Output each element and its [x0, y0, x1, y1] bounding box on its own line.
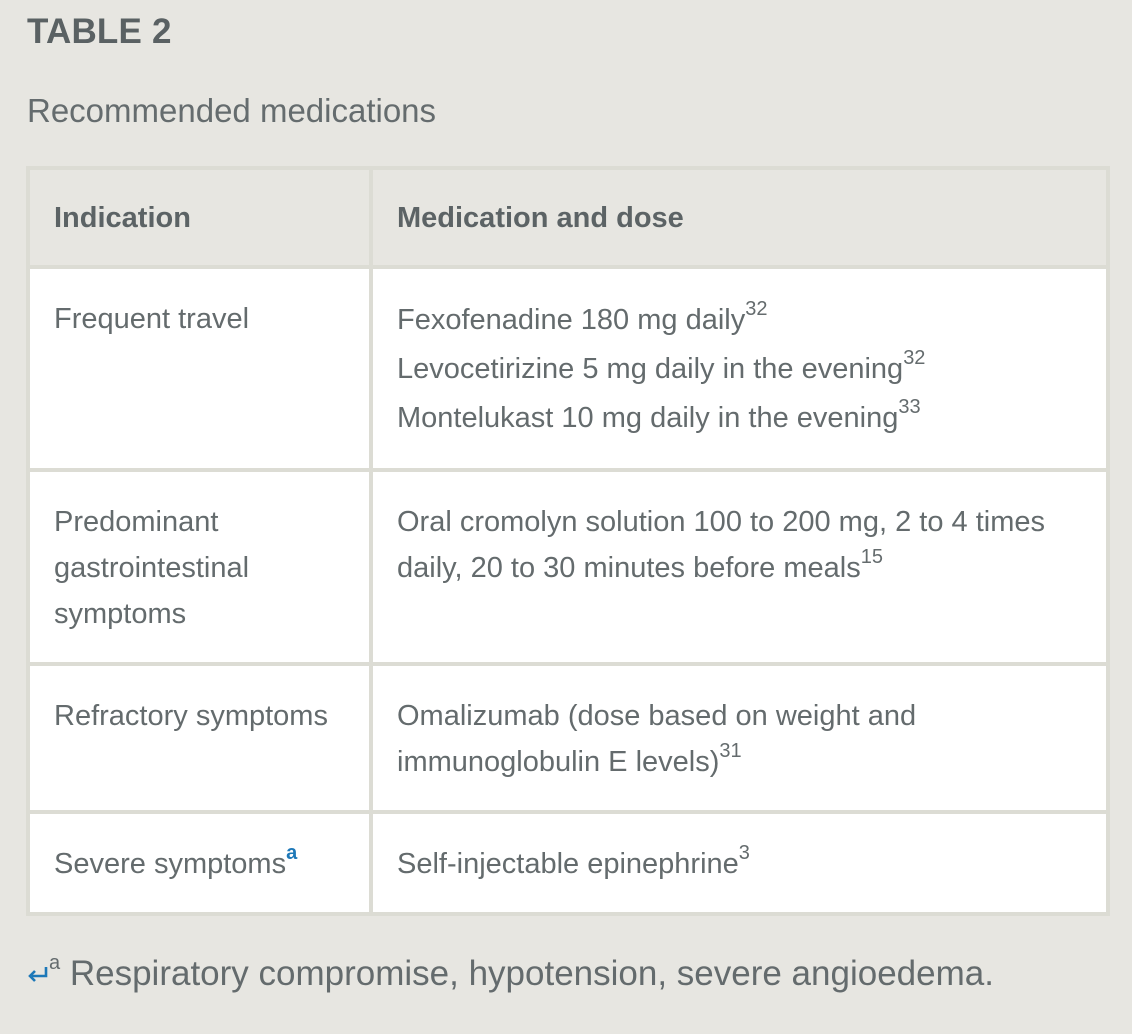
- table-row: [28, 267, 1108, 470]
- medications-table: [26, 166, 1110, 916]
- table-row: [28, 470, 1108, 664]
- medication-text: Fexofenadine 180 mg daily: [397, 304, 746, 336]
- medication-line: [397, 394, 1086, 443]
- reference-number[interactable]: 3: [738, 842, 750, 865]
- table-header-row: [28, 168, 1108, 267]
- medication-text: Oral cromolyn solution 100 to 200 mg, 2 to 4 times daily, 20 to 30 minutes before meals: [397, 506, 1045, 584]
- indication-cell: Frequent travel: [28, 267, 371, 470]
- indication-cell: Predominant gastrointestinal symptoms: [28, 470, 371, 664]
- footnote-text: Respiratory compromise, hypotension, severe angioedema.: [60, 954, 994, 993]
- footnote: [27, 954, 994, 994]
- reference-number[interactable]: 33: [898, 396, 921, 419]
- medication-text: Levocetirizine 5 mg daily in the evening: [397, 353, 904, 385]
- indication-cell: [28, 812, 371, 914]
- medication-cell: [371, 664, 1108, 812]
- medication-text: Self-injectable epinephrine: [397, 848, 739, 880]
- reference-number[interactable]: 31: [719, 740, 742, 763]
- medication-line: [397, 345, 1086, 394]
- table-row: [28, 664, 1108, 812]
- header-indication: Indication: [28, 168, 371, 267]
- medication-text: Omalizumab (dose based on weight and immunoglobulin E levels): [397, 700, 917, 778]
- footnote-marker: a: [49, 952, 61, 975]
- table-caption: Recommended medications: [27, 92, 437, 129]
- medication-cell: [371, 267, 1108, 470]
- medication-cell: [371, 812, 1108, 914]
- indication-cell: Refractory symptoms: [28, 664, 371, 812]
- footnote-marker-link[interactable]: a: [286, 842, 298, 865]
- header-medication: Medication and dose: [371, 168, 1108, 267]
- indication-text: Severe symptoms: [54, 848, 287, 880]
- medication-cell: [371, 470, 1108, 664]
- reference-number[interactable]: 32: [745, 298, 768, 321]
- table-label: TABLE 2: [27, 12, 172, 51]
- reference-number[interactable]: 32: [903, 347, 926, 370]
- medication-line: [397, 296, 1086, 345]
- medication-text: Montelukast 10 mg daily in the evening: [397, 402, 899, 434]
- return-arrow-icon[interactable]: [27, 961, 49, 992]
- reference-number[interactable]: 15: [860, 546, 883, 569]
- table-row: [28, 812, 1108, 914]
